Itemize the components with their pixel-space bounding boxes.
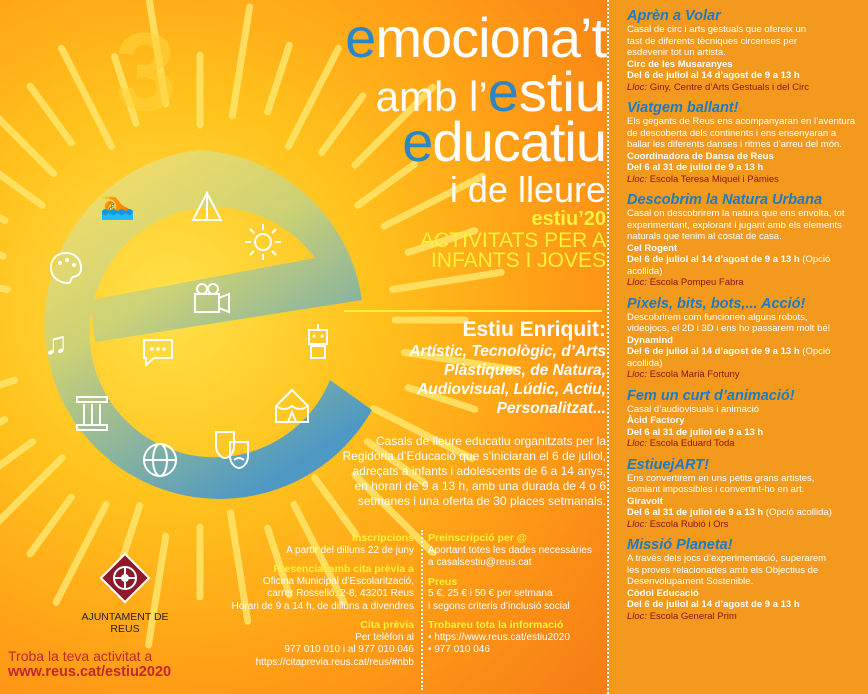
activity-description-line: A través dels jocs d’experimentació, superarem — [627, 553, 827, 564]
activity-location — [627, 519, 862, 531]
info-line: i segons criteris d’inclusió social — [428, 600, 570, 612]
title-line-2: amb l’estiu — [375, 60, 606, 123]
activity-location — [627, 277, 862, 289]
activity-organizer: Giravolt — [627, 495, 663, 507]
sun-ray — [393, 272, 502, 289]
activity-description — [627, 24, 862, 59]
activity-description-line: ballar les diferents danses i ritmes d’arreu del món. — [627, 139, 842, 150]
activity-title: Fem un curt d’animació! — [627, 387, 795, 404]
activity-dates — [627, 70, 862, 82]
info-left — [194, 532, 414, 669]
enriquit-line: Personalitzat... — [496, 400, 606, 417]
description-line: en horari de 9 a 13 h, amb una durada de 4 o 6 — [354, 479, 606, 493]
info-heading: Preinscripció per @ — [428, 532, 527, 544]
info-right — [428, 532, 598, 657]
globe-icon — [140, 440, 180, 480]
description-line: Casals de lleure educatiu organitzats per la — [375, 434, 606, 448]
activity-date-extra: (Opció acollida) — [627, 254, 831, 277]
activity-title: Pixels, bits, bots,... Acció! — [627, 295, 806, 312]
activity-location-value: Escola Rubió i Ors — [647, 518, 729, 530]
info-line: Aportant totes les dades necessàries — [428, 544, 592, 556]
sun-ray — [0, 442, 33, 483]
description-line: adreçats a infants i adolescents de 6 a 14 anys, — [352, 464, 606, 478]
activity-item — [609, 8, 868, 93]
activity-item — [609, 192, 868, 289]
activity-location — [627, 438, 862, 450]
info-link[interactable]: https://citaprevia.reus.cat/reus/#nbb — [255, 656, 414, 668]
activity-item — [609, 537, 868, 622]
info-heading: Trobareu tota la informació — [428, 619, 564, 631]
sun-ray — [0, 234, 3, 256]
activity-location — [627, 611, 862, 623]
activity-description-line: somiant impossibles i convertint-ho en art. — [627, 484, 805, 495]
number-three-graphic: 3 — [115, 11, 177, 134]
find-url-link[interactable]: www.reus.cat/estiu2020 — [8, 664, 172, 680]
activity-date: Del 6 al 31 de juliol de 9 a 13 h — [627, 507, 764, 518]
activity-description-line: les proves relacionades amb els Objectius de — [627, 564, 819, 576]
activity-description-line: Casal d’audiovisuals i animació — [627, 403, 760, 415]
info-heading: Preus — [428, 575, 458, 588]
summer-block — [420, 208, 606, 271]
info-heading: Inscripcions — [352, 532, 414, 544]
reus-emblem-icon — [99, 552, 151, 604]
sun-ray — [30, 497, 71, 554]
info-line: Per telèfon al — [355, 631, 414, 643]
activity-description — [627, 473, 862, 496]
activity-description-line: Casal on descobrirem la natura que ens envolta, tot — [627, 208, 845, 219]
chat-icon — [140, 336, 176, 368]
sun-ray — [62, 48, 112, 146]
activity-location-value: Escola General Prim — [647, 610, 737, 622]
activity-description-line: videojocs, el 2D i 3D i ens ho passarem molt bé! — [627, 323, 831, 334]
activity-dates — [627, 346, 862, 369]
column-icon — [74, 394, 110, 432]
title-line-4: i de lleure — [449, 169, 606, 210]
activity-dates — [627, 427, 862, 439]
title-line-3: educatiu — [402, 110, 606, 173]
enriquit-line: Artístic, Tecnològic, d’Arts — [409, 343, 606, 360]
sun-ray — [268, 45, 290, 112]
activity-location-label: Lloc: — [627, 277, 648, 288]
activity-location — [627, 82, 862, 94]
sun-ray — [0, 164, 42, 205]
description — [286, 434, 606, 509]
activity-location-value: Escola Eduard Toda — [647, 438, 735, 449]
camera-icon — [192, 282, 232, 316]
activity-description-line: esdevenir tot un artista. — [627, 47, 726, 58]
activity-title: Descobrim la Natura Urbana — [627, 192, 823, 208]
activity-location-label: Lloc: — [627, 518, 648, 530]
activity-description — [627, 208, 862, 243]
activity-item — [609, 296, 868, 381]
activities-list — [609, 0, 868, 622]
enriquit-line: Audiovisual, Lúdic, Actiu, — [417, 381, 606, 398]
find-block — [8, 648, 171, 680]
activity-organizer: Coordinadora de Dansa de Reus — [627, 150, 774, 162]
activity-date-extra: (Opció acollida) — [763, 507, 832, 518]
info-line: carrer Rosselló, 2-8, 43201 Reus — [267, 588, 414, 599]
activity-description — [627, 404, 862, 416]
activity-organizer: Cel Rogent — [627, 242, 678, 254]
info-divider — [421, 530, 423, 690]
activity-date: Del 6 de juliol al 14 d’agost de 9 a 13 h — [627, 254, 800, 265]
activity-item — [609, 388, 868, 450]
activities-line-1: ACTIVITATS PER A — [420, 229, 606, 252]
sun-ray — [232, 7, 249, 116]
activity-description — [627, 116, 862, 151]
activity-organizer: Circ de les Musaranyes — [627, 58, 733, 70]
activity-location-label: Lloc: — [627, 438, 648, 449]
activity-item — [609, 100, 868, 185]
activity-description — [627, 553, 862, 588]
activity-title: Missió Planeta! — [627, 537, 733, 553]
info-line: 5 €, 25 € i 50 € per setmana — [428, 588, 553, 599]
info-heading: Presencial amb cita prèvia a — [273, 563, 414, 575]
activity-description-line: de descoberta dels continents i ens ensenyaran a — [627, 127, 837, 139]
activity-title: Aprèn a Volar — [627, 8, 721, 24]
activity-organizer: Dynamind — [627, 334, 673, 346]
activity-location-value: Giny, Centre d’Arts Gestuals i del Circ — [647, 81, 809, 93]
activity-title: EstiuejART! — [627, 456, 709, 473]
activity-organizer: Àcid Factory — [627, 415, 685, 426]
find-text: Troba la teva activitat a — [8, 648, 153, 664]
activity-date: Del 6 de juliol al 14 d’agost de 9 a 13 h — [627, 346, 800, 357]
activity-description-line: experimentant, explorant i jugant amb els elements — [627, 219, 842, 231]
activity-date: Del 6 de juliol al 14 d’agost de 9 a 13 h — [627, 70, 800, 81]
palette-icon — [48, 250, 84, 286]
activity-description — [627, 312, 862, 335]
activity-description-line: Descobrirem com funcionen alguns robots, — [627, 311, 808, 323]
description-line: Regidoria d’Educació que s’iniciaran el 6 de juliol, — [342, 449, 606, 463]
activity-location-label: Lloc: — [627, 369, 648, 380]
info-link[interactable]: • https://www.reus.cat/estiu2020 — [428, 631, 570, 643]
activity-item — [609, 457, 868, 531]
music-icon: ♫ — [44, 325, 68, 361]
enriquit-heading: Estiu Enriquit: — [462, 318, 606, 341]
enriquit-block — [409, 318, 606, 418]
theatre-masks-icon — [212, 428, 252, 472]
circus-tent-icon — [272, 386, 312, 426]
sun-ray — [0, 272, 7, 289]
activity-location — [627, 369, 862, 381]
activity-date: Del 6 al 31 de juliol de 9 a 13 h — [627, 426, 764, 438]
ajuntament-name: AJUNTAMENT DE REUS — [81, 611, 169, 635]
activity-description-line: Ens convertirem en uns petits grans artistes, — [627, 472, 815, 484]
activity-dates — [627, 507, 862, 519]
activity-location-label: Lloc: — [627, 81, 648, 93]
poster-title — [345, 6, 606, 210]
sun-icon — [243, 222, 283, 262]
activity-location-label: Lloc: — [627, 610, 648, 622]
sun-ray — [289, 48, 339, 146]
info-line: Oficina Municipal d’Escolarització, — [262, 575, 414, 587]
title-line-1: emociona’t — [345, 6, 606, 69]
activity-location-value: Escola Pompeu Fabra — [647, 277, 744, 288]
divider — [344, 310, 602, 312]
activity-date-extra: (Opció acollida) — [627, 346, 831, 369]
description-line: setmanes i una oferta de 30 places setmanals. — [357, 494, 606, 508]
activity-location-value: Escola Marià Fortuny — [647, 369, 740, 380]
activity-location — [627, 174, 862, 186]
activity-description-line: Desenvolupament Sostenible. — [627, 576, 754, 587]
activity-date: Del 6 de juliol al 14 d’agost de 9 a 13 h — [627, 599, 800, 610]
activity-location-value: Escola Teresa Miquel i Pàmies — [647, 173, 779, 185]
activity-location-label: Lloc: — [627, 173, 648, 185]
activity-description-line: Casal de circ i arts gestuals que ofereix un — [627, 24, 807, 35]
summer-year: estiu’20 — [531, 208, 606, 230]
swimmer-icon: 🏊 — [100, 189, 135, 220]
activity-description-line: tast de diferents tècniques circenses per — [627, 35, 798, 47]
activity-dates — [627, 599, 862, 611]
activity-date: Del 6 al 31 de juliol de 9 a 13 h — [627, 162, 764, 173]
info-line: A partir del dilluns 22 de juny — [286, 544, 414, 556]
ajuntament-logo — [70, 552, 180, 635]
activities-line-2: INFANTS I JOVES — [430, 249, 606, 272]
activity-description-line: Els gegants de Reus ens acompanyaran en l’aventura — [627, 116, 856, 127]
activity-dates — [627, 254, 862, 277]
info-line: • 977 010 046 — [428, 644, 490, 655]
info-line: Horari de 9 a 14 h, de dilluns a divendres — [231, 600, 414, 612]
info-heading: Cita prèvia — [360, 619, 414, 631]
tent-icon — [190, 190, 224, 222]
sun-ray — [0, 380, 15, 402]
sun-ray — [30, 86, 71, 143]
enriquit-line: Plàstiques, de Natura, — [444, 362, 606, 379]
activity-description-line: naturals que tenim al costat de casa. — [627, 231, 782, 242]
activity-dates — [627, 162, 862, 174]
activity-organizer: Còdol Educació — [627, 587, 699, 599]
activity-title: Viatgem ballant! — [627, 100, 739, 116]
info-email-link[interactable]: a casalsestiu@reus.cat — [428, 557, 532, 568]
robot-icon — [303, 322, 333, 362]
info-line: 977 010 010 i al 977 010 046 — [284, 644, 414, 655]
activities-column — [607, 0, 868, 694]
